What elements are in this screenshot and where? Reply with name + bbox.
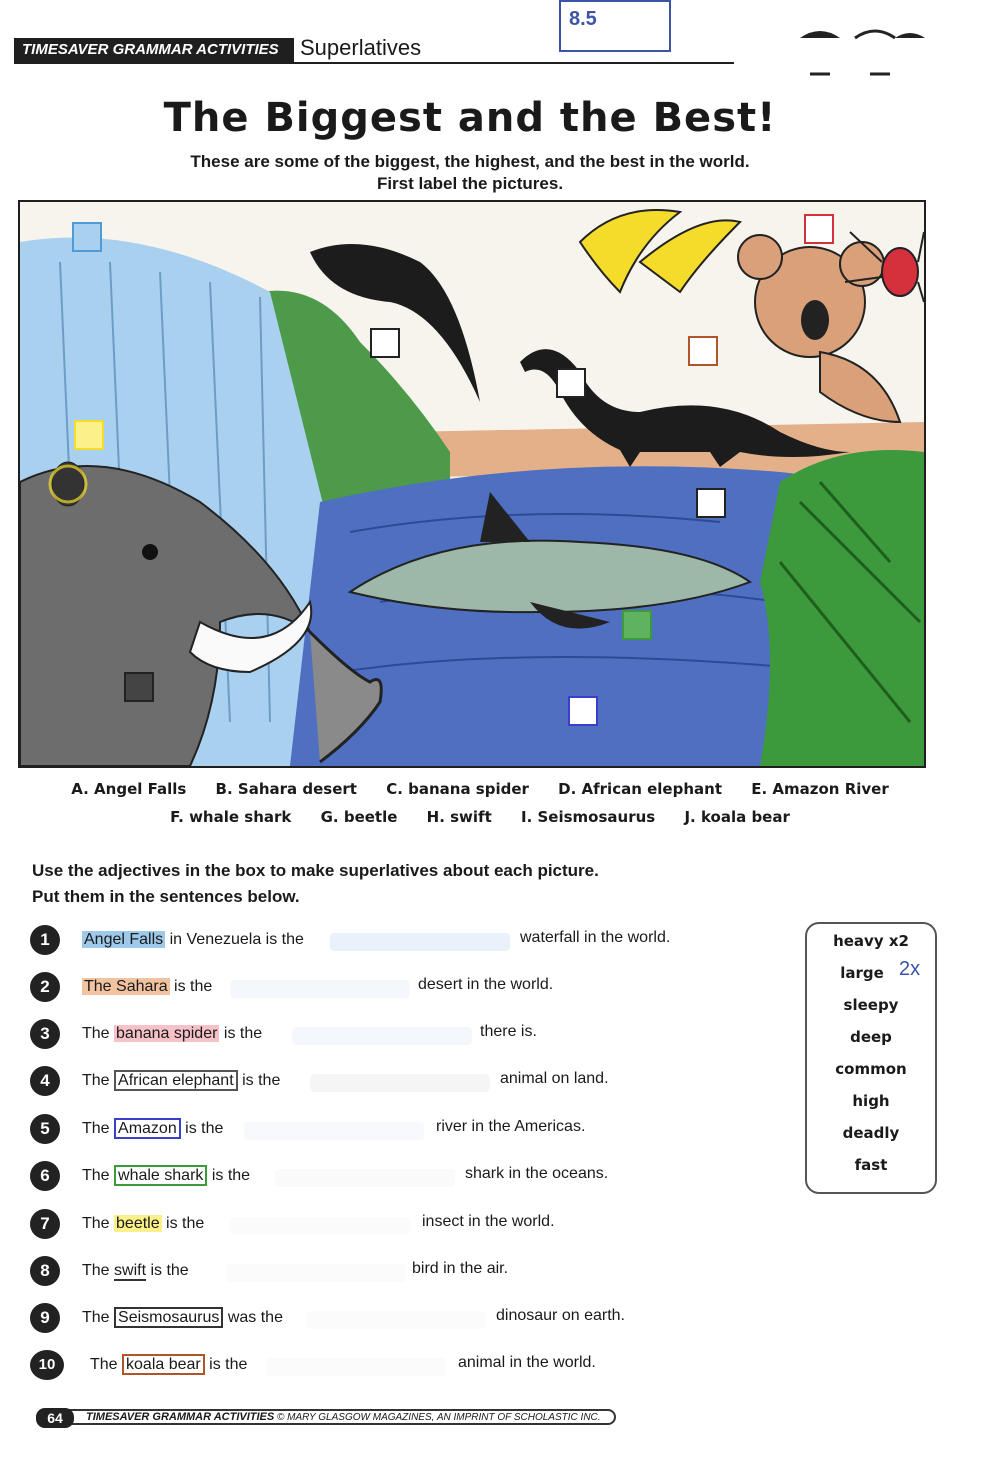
illustration bbox=[18, 200, 926, 768]
sentence-number: 1 bbox=[30, 925, 60, 955]
page-number: 64 bbox=[36, 1408, 74, 1428]
picture-label: I. Seismosaurus bbox=[521, 808, 656, 826]
picture-label: C. banana spider bbox=[386, 780, 529, 798]
instructions-line-1: Use the adjectives in the box to make superlatives about each picture. bbox=[32, 861, 599, 880]
label-box-angel-falls[interactable] bbox=[72, 222, 102, 252]
sentence-start: The swift is the bbox=[82, 1262, 189, 1279]
answer-blank[interactable] bbox=[310, 1074, 490, 1092]
topic-label: Superlatives bbox=[300, 35, 422, 60]
picture-labels-row-2 bbox=[0, 808, 960, 826]
sentence-1 bbox=[30, 925, 780, 959]
subject-highlight: The Sahara bbox=[84, 978, 168, 995]
answer-blank[interactable] bbox=[266, 1358, 446, 1376]
subject-highlight: banana spider bbox=[116, 1025, 218, 1042]
sentence-number: 10 bbox=[30, 1350, 64, 1380]
answer-blank[interactable] bbox=[230, 980, 410, 998]
sentence-9 bbox=[30, 1303, 780, 1337]
sentence-5 bbox=[30, 1114, 780, 1148]
intro-line-2: First label the pictures. bbox=[376, 174, 564, 193]
adjective-word: common bbox=[835, 1060, 907, 1078]
picture-label: A. Angel Falls bbox=[71, 780, 187, 798]
footer-credit bbox=[86, 1411, 601, 1423]
picture-label: F. whale shark bbox=[170, 808, 292, 826]
label-box-african-elephant[interactable] bbox=[124, 672, 154, 702]
exercise-instructions bbox=[32, 858, 732, 910]
sentence-2 bbox=[30, 972, 780, 1006]
picture-label: H. swift bbox=[426, 808, 492, 826]
sentence-number: 9 bbox=[30, 1303, 60, 1333]
subject-underline: swift bbox=[114, 1262, 147, 1279]
scene-drawing bbox=[20, 202, 924, 766]
sentence-end: animal on land. bbox=[500, 1070, 609, 1087]
answer-blank[interactable] bbox=[292, 1027, 472, 1045]
subject-box: Amazon bbox=[114, 1118, 181, 1139]
picture-label: B. Sahara desert bbox=[215, 780, 357, 798]
label-box-beetle[interactable] bbox=[74, 420, 104, 450]
label-box-seismosaurus[interactable] bbox=[556, 368, 586, 398]
footer-copyright: © MARY GLASGOW MAGAZINES, AN IMPRINT OF SCHOLASTIC INC. bbox=[277, 1412, 601, 1423]
label-box-koala-bear[interactable] bbox=[688, 336, 718, 366]
page-title: The Biggest and the Best! bbox=[163, 95, 777, 141]
sentence-number: 7 bbox=[30, 1209, 60, 1239]
handwritten-note: 2x bbox=[899, 958, 921, 980]
adjective-word: large bbox=[840, 964, 884, 982]
answer-blank[interactable] bbox=[330, 933, 510, 951]
header-rule bbox=[14, 62, 734, 64]
sentence-start: The whale shark is the bbox=[82, 1167, 251, 1184]
sentence-3 bbox=[30, 1019, 780, 1053]
sentence-4 bbox=[30, 1066, 780, 1100]
sentence-start: The Seismosaurus was the bbox=[82, 1309, 283, 1326]
activity-code: 8.5 bbox=[569, 8, 597, 30]
series-banner: TIMESAVER GRAMMAR ACTIVITIES bbox=[14, 38, 294, 62]
label-box-banana-spider[interactable] bbox=[804, 214, 834, 244]
picture-label: D. African elephant bbox=[558, 780, 722, 798]
adjective-word: deep bbox=[850, 1028, 892, 1046]
sentence-number: 3 bbox=[30, 1019, 60, 1049]
sentence-number: 6 bbox=[30, 1161, 60, 1191]
sentence-end: there is. bbox=[480, 1023, 537, 1040]
answer-blank[interactable] bbox=[306, 1311, 486, 1329]
instructions-line-2: Put them in the sentences below. bbox=[32, 887, 300, 906]
header-decoration-icon bbox=[800, 24, 930, 84]
answer-blank[interactable] bbox=[275, 1169, 455, 1187]
picture-labels-row-1 bbox=[0, 780, 960, 798]
sentence-8 bbox=[30, 1256, 780, 1290]
sentence-start: The koala bear is the bbox=[90, 1356, 248, 1373]
sentence-start: The beetle is the bbox=[82, 1215, 205, 1232]
sentence-number: 4 bbox=[30, 1066, 60, 1096]
subject-highlight: Angel Falls bbox=[84, 931, 164, 948]
answer-blank[interactable] bbox=[244, 1122, 424, 1140]
adjective-word: high bbox=[852, 1092, 890, 1110]
adjective-word: deadly bbox=[842, 1124, 900, 1142]
activity-code-box bbox=[559, 0, 671, 52]
sentence-number: 8 bbox=[30, 1256, 60, 1286]
sentence-end: desert in the world. bbox=[418, 976, 554, 993]
sentence-end: animal in the world. bbox=[458, 1354, 596, 1371]
subject-highlight: beetle bbox=[116, 1215, 160, 1232]
sentence-end: shark in the oceans. bbox=[465, 1165, 609, 1182]
label-box-swift[interactable] bbox=[370, 328, 400, 358]
intro-line-1: These are some of the biggest, the highest, and the best in the world. bbox=[190, 152, 750, 171]
sentence-end: river in the Americas. bbox=[436, 1118, 586, 1135]
subject-box: African elephant bbox=[114, 1070, 238, 1091]
label-box-sahara-desert[interactable] bbox=[696, 488, 726, 518]
sentence-start: The Sahara is the bbox=[84, 978, 213, 995]
label-box-whale-shark[interactable] bbox=[622, 610, 652, 640]
adjective-word-box bbox=[805, 922, 937, 1194]
sentence-number: 2 bbox=[30, 972, 60, 1002]
subject-box: koala bear bbox=[122, 1354, 205, 1375]
picture-label: G. beetle bbox=[320, 808, 398, 826]
picture-label: J. koala bear bbox=[684, 808, 790, 826]
adjective-word: heavy x2 bbox=[833, 932, 909, 950]
sentence-end: insect in the world. bbox=[422, 1213, 555, 1230]
adjective-word: sleepy bbox=[843, 996, 899, 1014]
sentence-end: dinosaur on earth. bbox=[496, 1307, 625, 1324]
sentence-start: The banana spider is the bbox=[82, 1025, 263, 1042]
footer-series: TIMESAVER GRAMMAR ACTIVITIES bbox=[86, 1411, 275, 1423]
answer-blank[interactable] bbox=[226, 1264, 406, 1282]
sentence-end: bird in the air. bbox=[412, 1260, 509, 1277]
sentence-start: The African elephant is the bbox=[82, 1072, 281, 1089]
sentence-start: The Amazon is the bbox=[82, 1120, 224, 1137]
answer-blank[interactable] bbox=[230, 1217, 410, 1235]
sentence-7 bbox=[30, 1209, 780, 1243]
sentence-number: 5 bbox=[30, 1114, 60, 1144]
sentence-10 bbox=[30, 1350, 780, 1384]
subject-box: Seismosaurus bbox=[114, 1307, 223, 1328]
adjective-word: fast bbox=[854, 1156, 888, 1174]
picture-label: E. Amazon River bbox=[751, 780, 889, 798]
sentence-6 bbox=[30, 1161, 780, 1195]
sentence-start: Angel Falls in Venezuela is the bbox=[84, 931, 304, 948]
subject-box: whale shark bbox=[114, 1165, 207, 1186]
sentence-end: waterfall in the world. bbox=[520, 929, 671, 946]
label-box-amazon-river[interactable] bbox=[568, 696, 598, 726]
